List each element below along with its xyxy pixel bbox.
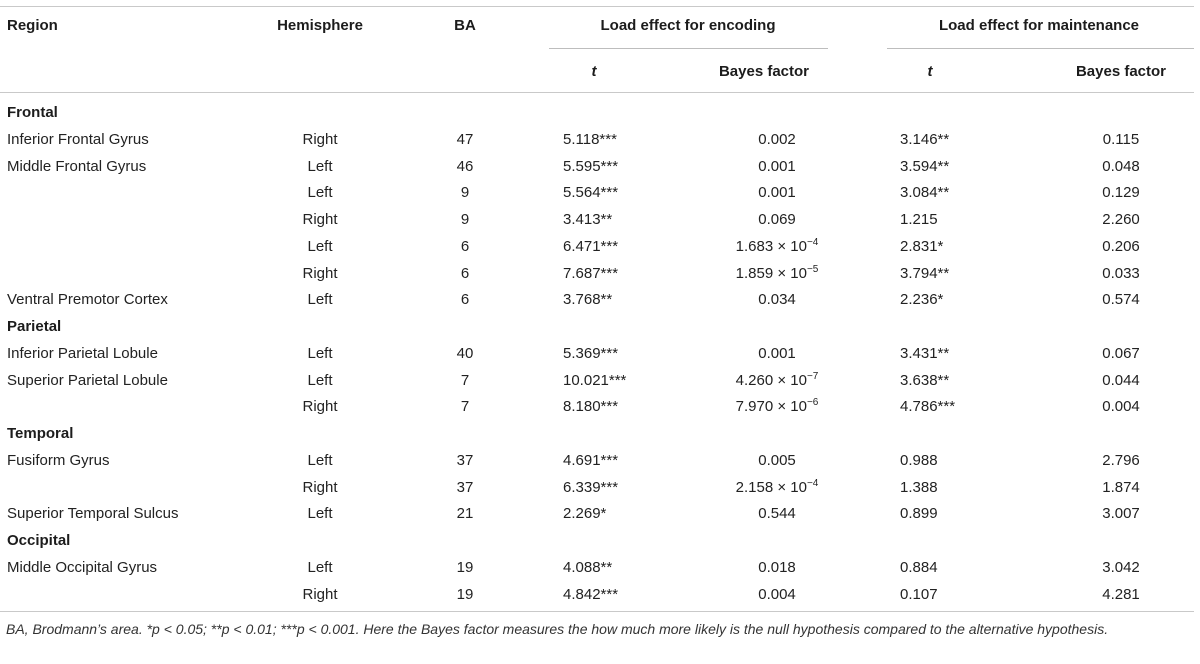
- cell-maintenance-t: 3.146**: [900, 131, 950, 148]
- cell-encoding-t: 4.691***: [563, 452, 619, 469]
- cell-encoding-t: 3.768**: [563, 291, 613, 308]
- cell-region: Fusiform Gyrus: [7, 452, 110, 469]
- section-heading: Occipital: [7, 532, 71, 549]
- cell-region: Superior Parietal Lobule: [7, 372, 168, 389]
- cell-encoding-t: 10.021***: [563, 372, 627, 389]
- cell-ba: 47: [456, 131, 474, 148]
- cell-ba: 6: [460, 265, 470, 282]
- cell-maintenance-t: 2.831*: [900, 238, 944, 255]
- header-ba: BA: [454, 17, 476, 34]
- section-heading: Temporal: [7, 425, 74, 442]
- cell-maintenance-bayes-factor: 0.044: [1102, 372, 1140, 389]
- cell-hemisphere: Left: [307, 372, 333, 389]
- table-top-rule: [0, 6, 1194, 7]
- cell-maintenance-bayes-factor: 0.048: [1102, 158, 1140, 175]
- cell-hemisphere: Left: [307, 158, 333, 175]
- cell-maintenance-bayes-factor: 0.115: [1102, 131, 1140, 148]
- cell-hemisphere: Right: [302, 211, 338, 228]
- cell-ba: 19: [456, 559, 474, 576]
- cell-encoding-bayes-factor: 0.018: [758, 559, 796, 576]
- cell-maintenance-bayes-factor: 2.796: [1102, 452, 1140, 469]
- cell-maintenance-t: 2.236*: [900, 291, 944, 308]
- cell-encoding-bayes-factor: [736, 265, 819, 285]
- bayes-factor-mantissa: 2.158 × 10: [735, 479, 807, 496]
- bayes-factor-mantissa: 1.683 × 10: [735, 238, 807, 255]
- cell-hemisphere: Left: [307, 238, 333, 255]
- bayes-factor-exponent: −4: [806, 478, 819, 489]
- cell-encoding-bayes-factor: 0.001: [758, 184, 796, 201]
- cell-maintenance-t: 3.638**: [900, 372, 950, 389]
- cell-maintenance-bayes-factor: 0.004: [1102, 398, 1140, 415]
- cell-encoding-bayes-factor: [736, 398, 819, 418]
- cell-maintenance-t: 3.084**: [900, 184, 950, 201]
- cell-region: Middle Frontal Gyrus: [7, 158, 147, 175]
- bayes-factor-mantissa: 4.260 × 10: [735, 372, 807, 389]
- cell-maintenance-bayes-factor: 0.067: [1102, 345, 1140, 362]
- cell-hemisphere: Right: [302, 131, 338, 148]
- cell-ba: 9: [460, 184, 470, 201]
- cell-maintenance-t: 4.786***: [900, 398, 956, 415]
- cell-encoding-t: 8.180***: [563, 398, 619, 415]
- cell-encoding-t: 4.088**: [563, 559, 613, 576]
- cell-encoding-bayes-factor: [736, 372, 819, 392]
- cell-maintenance-bayes-factor: 2.260: [1102, 211, 1140, 228]
- cell-encoding-bayes-factor: 0.002: [758, 131, 796, 148]
- cell-maintenance-bayes-factor: 4.281: [1102, 586, 1140, 603]
- cell-encoding-t: 4.842***: [563, 586, 619, 603]
- cell-hemisphere: Right: [302, 398, 338, 415]
- cell-hemisphere: Left: [307, 345, 333, 362]
- cell-hemisphere: Right: [302, 265, 338, 282]
- cell-ba: 6: [460, 291, 470, 308]
- cell-hemisphere: Right: [302, 586, 338, 603]
- header-encoding-bayes-factor: Bayes factor: [718, 63, 810, 80]
- cell-ba: 7: [460, 398, 470, 415]
- cell-ba: 19: [456, 586, 474, 603]
- cell-maintenance-bayes-factor: 1.874: [1102, 479, 1140, 496]
- cell-encoding-t: 6.471***: [563, 238, 619, 255]
- bayes-factor-exponent: −7: [806, 371, 819, 382]
- cell-maintenance-bayes-factor: 0.206: [1102, 238, 1140, 255]
- bayes-factor-exponent: −5: [806, 264, 819, 275]
- header-encoding-group: Load effect for encoding: [600, 17, 776, 34]
- cell-encoding-bayes-factor: 0.001: [758, 158, 796, 175]
- cell-region: Inferior Frontal Gyrus: [7, 131, 149, 148]
- cell-encoding-t: 5.595***: [563, 158, 619, 175]
- cell-ba: 37: [456, 479, 474, 496]
- cell-ba: 6: [460, 238, 470, 255]
- cell-maintenance-bayes-factor: 3.042: [1102, 559, 1140, 576]
- cell-maintenance-t: 3.794**: [900, 265, 950, 282]
- cell-maintenance-t: 1.215: [900, 211, 938, 228]
- cell-ba: 37: [456, 452, 474, 469]
- cell-encoding-bayes-factor: 0.069: [758, 211, 796, 228]
- header-maintenance-bayes-factor: Bayes factor: [1075, 63, 1167, 80]
- cell-encoding-t: 3.413**: [563, 211, 613, 228]
- header-bottom-rule: [0, 92, 1194, 93]
- bayes-factor-exponent: −4: [806, 237, 819, 248]
- cell-ba: 46: [456, 158, 474, 175]
- cell-hemisphere: Left: [307, 452, 333, 469]
- cell-maintenance-t: 0.884: [900, 559, 938, 576]
- cell-region: Superior Temporal Sulcus: [7, 505, 179, 522]
- cell-maintenance-bayes-factor: 0.574: [1102, 291, 1140, 308]
- table-bottom-rule: [0, 611, 1194, 612]
- cell-ba: 21: [456, 505, 474, 522]
- section-heading: Frontal: [7, 104, 58, 121]
- maintenance-group-rule: [887, 48, 1194, 49]
- cell-encoding-t: 2.269*: [563, 505, 607, 522]
- cell-encoding-bayes-factor: [736, 238, 819, 258]
- header-encoding-t: t: [591, 63, 597, 80]
- cell-maintenance-bayes-factor: 0.033: [1102, 265, 1140, 282]
- cell-maintenance-t: 1.388: [900, 479, 938, 496]
- cell-maintenance-t: 0.988: [900, 452, 938, 469]
- bayes-factor-mantissa: 1.859 × 10: [735, 265, 807, 282]
- section-heading: Parietal: [7, 318, 62, 335]
- cell-maintenance-t: 3.594**: [900, 158, 950, 175]
- cell-encoding-bayes-factor: 0.005: [758, 452, 796, 469]
- bayes-factor-mantissa: 7.970 × 10: [735, 398, 807, 415]
- cell-hemisphere: Left: [307, 505, 333, 522]
- header-maintenance-group: Load effect for maintenance: [938, 17, 1140, 34]
- cell-encoding-t: 5.564***: [563, 184, 619, 201]
- cell-ba: 40: [456, 345, 474, 362]
- bayes-factor-exponent: −6: [806, 397, 819, 408]
- cell-maintenance-bayes-factor: 3.007: [1102, 505, 1140, 522]
- cell-maintenance-t: 3.431**: [900, 345, 950, 362]
- cell-encoding-t: 5.369***: [563, 345, 619, 362]
- cell-hemisphere: Left: [307, 184, 333, 201]
- table-footnote: BA, Brodmann’s area. *p < 0.05; **p < 0.01; ***p < 0.001. Here the Bayes factor measures the how much more likely is the null hypothesis compared to the alternative hypothesis.: [6, 621, 1109, 637]
- encoding-group-rule: [549, 48, 828, 49]
- cell-hemisphere: Left: [307, 291, 333, 308]
- cell-region: Ventral Premotor Cortex: [7, 291, 168, 308]
- cell-encoding-bayes-factor: [736, 479, 819, 499]
- cell-maintenance-bayes-factor: 0.129: [1102, 184, 1140, 201]
- cell-encoding-bayes-factor: 0.034: [758, 291, 796, 308]
- cell-encoding-t: 6.339***: [563, 479, 619, 496]
- header-maintenance-t: t: [927, 63, 933, 80]
- cell-region: Middle Occipital Gyrus: [7, 559, 158, 576]
- cell-region: Inferior Parietal Lobule: [7, 345, 158, 362]
- cell-maintenance-t: 0.107: [900, 586, 938, 603]
- header-hemisphere: Hemisphere: [277, 17, 363, 34]
- cell-ba: 7: [460, 372, 470, 389]
- cell-encoding-bayes-factor: 0.001: [758, 345, 796, 362]
- cell-encoding-bayes-factor: 0.544: [758, 505, 796, 522]
- cell-ba: 9: [460, 211, 470, 228]
- cell-encoding-t: 7.687***: [563, 265, 619, 282]
- cell-hemisphere: Left: [307, 559, 333, 576]
- cell-encoding-t: 5.118***: [563, 131, 617, 148]
- cell-maintenance-t: 0.899: [900, 505, 938, 522]
- cell-hemisphere: Right: [302, 479, 338, 496]
- header-region: Region: [7, 17, 58, 34]
- cell-encoding-bayes-factor: 0.004: [758, 586, 796, 603]
